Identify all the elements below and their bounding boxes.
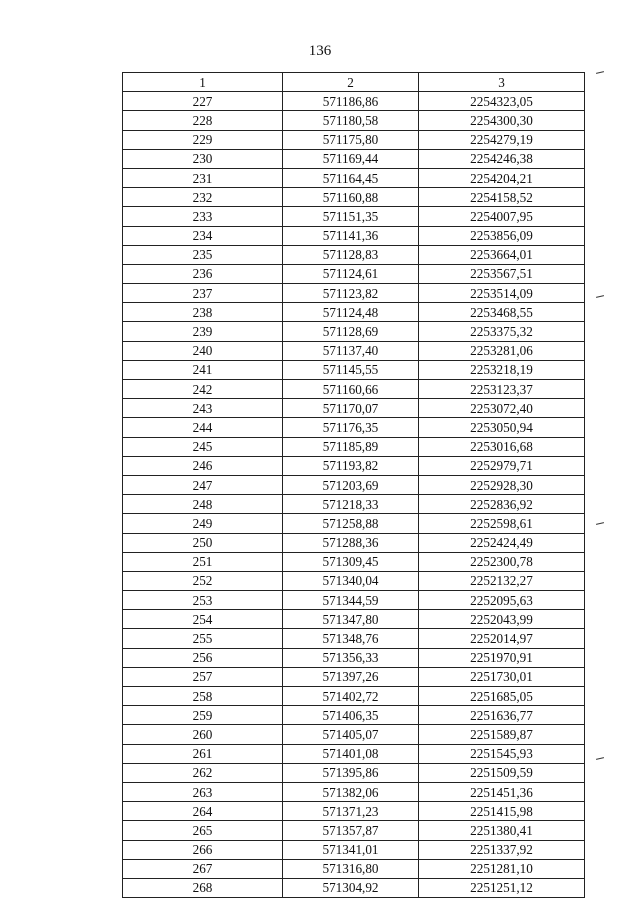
table-row: [123, 878, 585, 897]
table-row: [123, 380, 585, 399]
cell-x-coordinate: 571405,07: [283, 725, 419, 744]
cell-point-number: 262: [123, 763, 283, 782]
cell-y-coordinate: 2251970,91: [419, 648, 585, 667]
cell-y-coordinate: 2252014,97: [419, 629, 585, 648]
cell-y-coordinate: 2251337,92: [419, 840, 585, 859]
cell-point-number: 230: [123, 149, 283, 168]
table-body: [123, 92, 585, 898]
table-row: [123, 399, 585, 418]
table-row: [123, 782, 585, 801]
table-row: [123, 341, 585, 360]
cell-x-coordinate: 571160,66: [283, 380, 419, 399]
cell-x-coordinate: 571356,33: [283, 648, 419, 667]
cell-point-number: 252: [123, 571, 283, 590]
cell-point-number: 234: [123, 226, 283, 245]
scan-mark: [596, 522, 604, 525]
cell-y-coordinate: 2252836,92: [419, 495, 585, 514]
cell-x-coordinate: 571128,83: [283, 245, 419, 264]
cell-y-coordinate: 2251545,93: [419, 744, 585, 763]
cell-x-coordinate: 571137,40: [283, 341, 419, 360]
cell-x-coordinate: 571145,55: [283, 360, 419, 379]
table-header-row: [123, 73, 585, 92]
cell-y-coordinate: 2251730,01: [419, 667, 585, 686]
cell-x-coordinate: 571371,23: [283, 802, 419, 821]
cell-point-number: 246: [123, 456, 283, 475]
cell-x-coordinate: 571175,80: [283, 130, 419, 149]
cell-point-number: 227: [123, 92, 283, 111]
cell-y-coordinate: 2251380,41: [419, 821, 585, 840]
page-number: 136: [308, 43, 332, 59]
cell-y-coordinate: 2253281,06: [419, 341, 585, 360]
table-row: [123, 859, 585, 878]
cell-point-number: 232: [123, 188, 283, 207]
cell-y-coordinate: 2252043,99: [419, 610, 585, 629]
table-row: [123, 552, 585, 571]
scan-mark: [596, 295, 604, 298]
cell-y-coordinate: 2251685,05: [419, 687, 585, 706]
cell-x-coordinate: 571218,33: [283, 495, 419, 514]
cell-point-number: 259: [123, 706, 283, 725]
cell-point-number: 261: [123, 744, 283, 763]
table-row: [123, 437, 585, 456]
cell-y-coordinate: 2252132,27: [419, 571, 585, 590]
cell-y-coordinate: 2254246,38: [419, 149, 585, 168]
cell-x-coordinate: 571124,61: [283, 264, 419, 283]
table-row: [123, 360, 585, 379]
cell-x-coordinate: 571402,72: [283, 687, 419, 706]
cell-x-coordinate: 571151,35: [283, 207, 419, 226]
cell-y-coordinate: 2251589,87: [419, 725, 585, 744]
cell-y-coordinate: 2251636,77: [419, 706, 585, 725]
cell-point-number: 237: [123, 284, 283, 303]
table-row: [123, 648, 585, 667]
cell-y-coordinate: 2254204,21: [419, 168, 585, 187]
cell-y-coordinate: 2251415,98: [419, 802, 585, 821]
cell-y-coordinate: 2251451,36: [419, 782, 585, 801]
table-row: [123, 821, 585, 840]
cell-y-coordinate: 2253016,68: [419, 437, 585, 456]
cell-point-number: 255: [123, 629, 283, 648]
scan-mark: [596, 757, 604, 760]
cell-y-coordinate: 2253468,55: [419, 303, 585, 322]
table-row: [123, 322, 585, 341]
cell-point-number: 256: [123, 648, 283, 667]
cell-point-number: 248: [123, 495, 283, 514]
column-header-y-coordinate: 3: [419, 73, 585, 92]
cell-point-number: 260: [123, 725, 283, 744]
cell-x-coordinate: 571170,07: [283, 399, 419, 418]
cell-y-coordinate: 2254323,05: [419, 92, 585, 111]
cell-point-number: 229: [123, 130, 283, 149]
cell-x-coordinate: 571347,80: [283, 610, 419, 629]
cell-point-number: 267: [123, 859, 283, 878]
table-row: [123, 571, 585, 590]
cell-y-coordinate: 2252424,49: [419, 533, 585, 552]
table-row: [123, 418, 585, 437]
table-row: [123, 687, 585, 706]
cell-point-number: 240: [123, 341, 283, 360]
table-row: [123, 514, 585, 533]
cell-y-coordinate: 2254300,30: [419, 111, 585, 130]
cell-point-number: 239: [123, 322, 283, 341]
table-row: [123, 226, 585, 245]
cell-point-number: 235: [123, 245, 283, 264]
cell-y-coordinate: 2253856,09: [419, 226, 585, 245]
cell-point-number: 245: [123, 437, 283, 456]
cell-point-number: 236: [123, 264, 283, 283]
cell-point-number: 243: [123, 399, 283, 418]
cell-point-number: 242: [123, 380, 283, 399]
cell-y-coordinate: 2254007,95: [419, 207, 585, 226]
table-row: [123, 840, 585, 859]
table-row: [123, 744, 585, 763]
cell-x-coordinate: 571397,26: [283, 667, 419, 686]
cell-x-coordinate: 571185,89: [283, 437, 419, 456]
cell-x-coordinate: 571128,69: [283, 322, 419, 341]
table-row: [123, 92, 585, 111]
table-row: [123, 533, 585, 552]
table-row: [123, 245, 585, 264]
cell-y-coordinate: 2253514,09: [419, 284, 585, 303]
column-header-point-number: 1: [123, 73, 283, 92]
table-row: [123, 456, 585, 475]
cell-point-number: 233: [123, 207, 283, 226]
cell-y-coordinate: 2252979,71: [419, 456, 585, 475]
table-row: [123, 168, 585, 187]
table-row: [123, 130, 585, 149]
table-row: [123, 802, 585, 821]
cell-point-number: 264: [123, 802, 283, 821]
table-row: [123, 495, 585, 514]
cell-x-coordinate: 571169,44: [283, 149, 419, 168]
cell-point-number: 265: [123, 821, 283, 840]
cell-x-coordinate: 571124,48: [283, 303, 419, 322]
cell-point-number: 263: [123, 782, 283, 801]
cell-x-coordinate: 571341,01: [283, 840, 419, 859]
cell-x-coordinate: 571357,87: [283, 821, 419, 840]
cell-point-number: 241: [123, 360, 283, 379]
cell-point-number: 247: [123, 475, 283, 494]
cell-x-coordinate: 571164,45: [283, 168, 419, 187]
cell-x-coordinate: 571395,86: [283, 763, 419, 782]
cell-x-coordinate: 571309,45: [283, 552, 419, 571]
cell-x-coordinate: 571382,06: [283, 782, 419, 801]
cell-x-coordinate: 571288,36: [283, 533, 419, 552]
cell-x-coordinate: 571406,35: [283, 706, 419, 725]
cell-x-coordinate: 571176,35: [283, 418, 419, 437]
table-row: [123, 591, 585, 610]
cell-point-number: 257: [123, 667, 283, 686]
cell-x-coordinate: 571180,58: [283, 111, 419, 130]
cell-point-number: 244: [123, 418, 283, 437]
table-row: [123, 303, 585, 322]
table-row: [123, 725, 585, 744]
cell-y-coordinate: 2252598,61: [419, 514, 585, 533]
cell-x-coordinate: 571348,76: [283, 629, 419, 648]
cell-x-coordinate: 571340,04: [283, 571, 419, 590]
table-row: [123, 264, 585, 283]
table-row: [123, 475, 585, 494]
cell-point-number: 268: [123, 878, 283, 897]
table-row: [123, 207, 585, 226]
cell-y-coordinate: 2251509,59: [419, 763, 585, 782]
cell-x-coordinate: 571344,59: [283, 591, 419, 610]
cell-y-coordinate: 2253567,51: [419, 264, 585, 283]
table-row: [123, 188, 585, 207]
cell-point-number: 266: [123, 840, 283, 859]
cell-y-coordinate: 2253664,01: [419, 245, 585, 264]
cell-y-coordinate: 2252300,78: [419, 552, 585, 571]
cell-y-coordinate: 2252095,63: [419, 591, 585, 610]
cell-point-number: 228: [123, 111, 283, 130]
cell-point-number: 251: [123, 552, 283, 571]
table-row: [123, 667, 585, 686]
cell-y-coordinate: 2251251,12: [419, 878, 585, 897]
cell-point-number: 254: [123, 610, 283, 629]
cell-x-coordinate: 571141,36: [283, 226, 419, 245]
column-header-x-coordinate: 2: [283, 73, 419, 92]
table-row: [123, 111, 585, 130]
cell-x-coordinate: 571258,88: [283, 514, 419, 533]
table-row: [123, 610, 585, 629]
cell-y-coordinate: 2253218,19: [419, 360, 585, 379]
cell-y-coordinate: 2251281,10: [419, 859, 585, 878]
cell-x-coordinate: 571193,82: [283, 456, 419, 475]
cell-x-coordinate: 571123,82: [283, 284, 419, 303]
table-row: [123, 284, 585, 303]
cell-point-number: 231: [123, 168, 283, 187]
table-row: [123, 149, 585, 168]
table-row: [123, 763, 585, 782]
cell-x-coordinate: 571316,80: [283, 859, 419, 878]
cell-point-number: 258: [123, 687, 283, 706]
cell-x-coordinate: 571203,69: [283, 475, 419, 494]
cell-y-coordinate: 2253072,40: [419, 399, 585, 418]
scan-mark: [596, 71, 604, 74]
table-row: [123, 706, 585, 725]
cell-y-coordinate: 2253375,32: [419, 322, 585, 341]
cell-point-number: 249: [123, 514, 283, 533]
cell-point-number: 253: [123, 591, 283, 610]
table-row: [123, 629, 585, 648]
cell-point-number: 238: [123, 303, 283, 322]
cell-y-coordinate: 2253123,37: [419, 380, 585, 399]
cell-y-coordinate: 2252928,30: [419, 475, 585, 494]
cell-y-coordinate: 2253050,94: [419, 418, 585, 437]
cell-x-coordinate: 571186,86: [283, 92, 419, 111]
cell-y-coordinate: 2254279,19: [419, 130, 585, 149]
cell-x-coordinate: 571401,08: [283, 744, 419, 763]
cell-y-coordinate: 2254158,52: [419, 188, 585, 207]
coordinates-table: [122, 72, 585, 898]
cell-x-coordinate: 571304,92: [283, 878, 419, 897]
cell-point-number: 250: [123, 533, 283, 552]
cell-x-coordinate: 571160,88: [283, 188, 419, 207]
